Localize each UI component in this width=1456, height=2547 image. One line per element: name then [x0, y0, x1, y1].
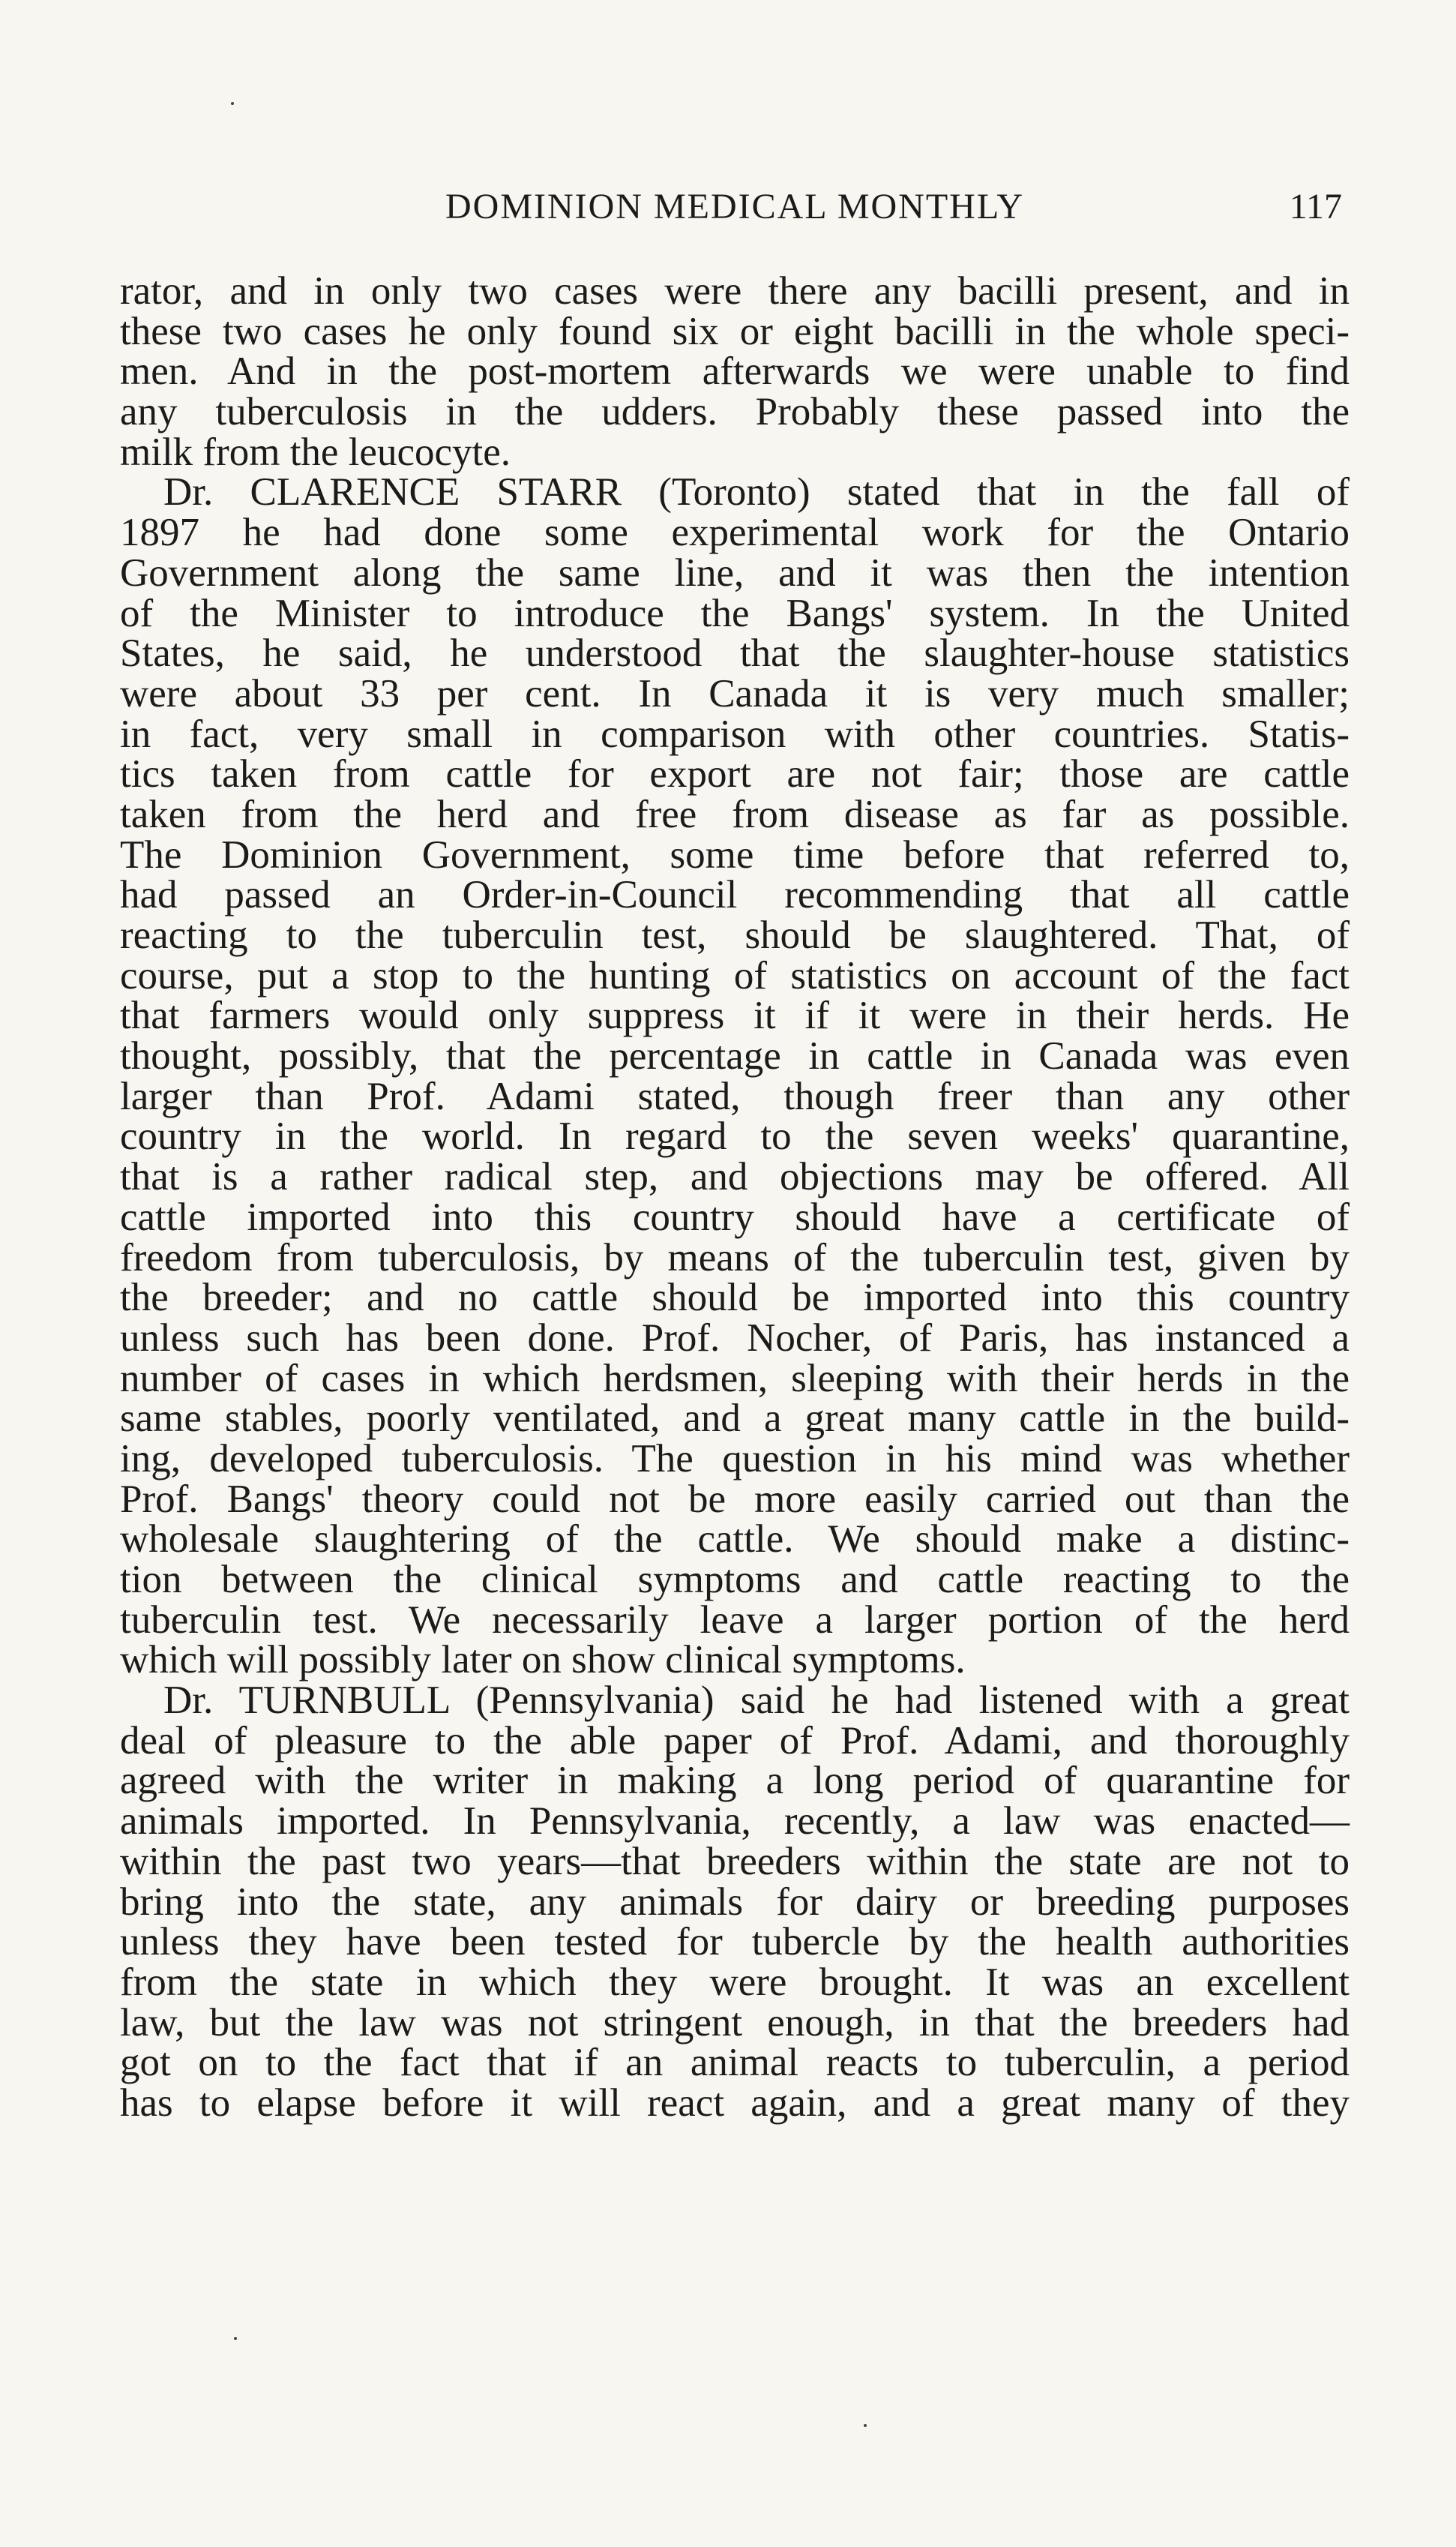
text-line: milk from the leucocyte.: [120, 430, 511, 474]
text-line: got on to the fact that if an animal reacts to tuberculin, a period: [120, 2041, 1350, 2085]
text-line: same stables, poorly ventilated, and a great many cattle in the build-: [120, 1396, 1350, 1441]
text-line: that is a rather radical step, and objections may be offered. All: [120, 1155, 1350, 1199]
text-line: Government along the same line, and it was then the intention: [120, 550, 1350, 595]
text-line: rator, and in only two cases were there any bacilli present, and in: [120, 269, 1350, 313]
text-line: number of cases in which herdsmen, sleeping with their herds in the: [120, 1356, 1350, 1400]
text-line: deal of pleasure to the able paper of Prof. Adami, and thoroughly: [120, 1718, 1350, 1762]
text-line: bring into the state, any animals for dairy or breeding purposes: [120, 1880, 1350, 1924]
text-line: animals imported. In Pennsylvania, recently, a law was enacted—: [120, 1799, 1350, 1844]
text-line: had passed an Order-in-Council recommending that all cattle: [120, 873, 1350, 917]
text-line: tion between the clinical symptoms and cattle reacting to the: [120, 1558, 1350, 1601]
text-line: reacting to the tuberculin test, should be slaughtered. That, of: [120, 914, 1350, 957]
body-text: [120, 269, 1350, 2125]
text-line: the breeder; and no cattle should be imported into this country: [120, 1276, 1350, 1320]
text-line: tuberculin test. We necessarily leave a larger portion of the herd: [120, 1598, 1350, 1642]
text-line: 1897 he had done some experimental work for the Ontario: [120, 511, 1350, 555]
paragraph-start-turnbull: Dr. TURNBULL (Pennsylvania) said he had listened with a great: [163, 1678, 1350, 1723]
text-line: tics taken from cattle for export are not fair; those are cattle: [120, 752, 1350, 796]
text-line: which will possibly later on show clinical symptoms.: [120, 1638, 966, 1682]
text-line: from the state in which they were brought. It was an excellent: [120, 1960, 1350, 2004]
running-title: DOMINION MEDICAL MONTHLY: [445, 187, 1024, 226]
text-line: that farmers would only suppress it if it were in their herds. He: [120, 994, 1350, 1038]
page-header: [120, 186, 1350, 238]
text-line: States, he said, he understood that the slaughter-house statistics: [120, 632, 1350, 676]
text-line: Prof. Bangs' theory could not be more easily carried out than the: [120, 1477, 1350, 1521]
text-line: has to elapse before it will react again, and a great many of they: [120, 2080, 1350, 2125]
text-line: any tuberculosis in the udders. Probably these passed into the: [120, 390, 1350, 434]
text-line: men. And in the post-mortem afterwards we were unable to find: [120, 350, 1350, 394]
text-line: of the Minister to introduce the Bangs' system. In the United: [120, 591, 1350, 635]
page-number: 117: [1289, 187, 1342, 226]
text-line: unless such has been done. Prof. Nocher, of Paris, has instanced a: [120, 1316, 1350, 1360]
paragraph-start-starr: Dr. CLARENCE STARR (Toronto) stated that in the fall of: [163, 470, 1350, 514]
text-line: thought, possibly, that the percentage in cattle in Canada was even: [120, 1034, 1350, 1078]
text-line: ing, developed tuberculosis. The question in his mind was whether: [120, 1436, 1350, 1480]
text-line: The Dominion Government, some time before that referred to,: [120, 832, 1350, 877]
text-line: law, but the law was not stringent enough, in that the breeders had: [120, 2000, 1350, 2044]
text-line: country in the world. In regard to the seven weeks' quarantine,: [120, 1114, 1350, 1159]
ink-speck: [234, 2337, 237, 2340]
text-line: these two cases he only found six or eight bacilli in the whole speci-: [120, 309, 1350, 353]
ink-speck: [231, 102, 234, 105]
text-line: larger than Prof. Adami stated, though freer than any other: [120, 1074, 1350, 1118]
text-line: within the past two years—that breeders within the state are not to: [120, 1839, 1350, 1883]
text-line: unless they have been tested for tubercle by the health authorities: [120, 1920, 1350, 1964]
text-line: wholesale slaughtering of the cattle. We should make a distinc-: [120, 1517, 1350, 1562]
text-line: agreed with the writer in making a long period of quarantine for: [120, 1759, 1350, 1803]
text-line: in fact, very small in comparison with other countries. Statis-: [120, 712, 1350, 756]
text-line: were about 33 per cent. In Canada it is very much smaller;: [120, 671, 1350, 716]
text-line: course, put a stop to the hunting of statistics on account of the fact: [120, 953, 1350, 998]
text-line: cattle imported into this country should have a certificate of: [120, 1195, 1350, 1239]
text-line: taken from the herd and free from disease as far as possible.: [120, 792, 1350, 836]
text-line: freedom from tuberculosis, by means of the tuberculin test, given by: [120, 1235, 1350, 1280]
ink-speck: [864, 2424, 867, 2427]
